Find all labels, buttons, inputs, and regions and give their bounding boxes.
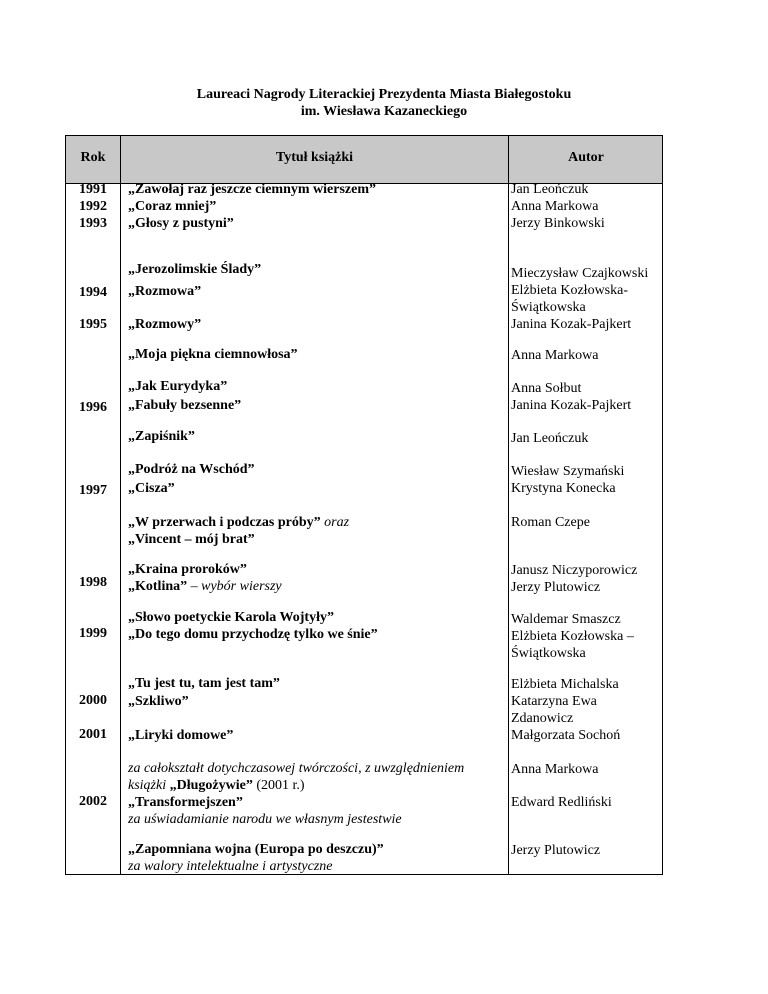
author-name: Katarzyna Ewa: [511, 694, 597, 709]
author-cell: [511, 611, 661, 662]
book-title-text: „Podróż na Wschód”: [128, 462, 255, 477]
year-cell: 1995: [79, 317, 107, 332]
author-name: Roman Czepe: [511, 515, 590, 530]
author-name: Elżbieta Kozłowska-: [511, 283, 629, 298]
laureates-table: [65, 135, 663, 875]
author-name: Elżbieta Kozłowska –: [511, 629, 634, 644]
book-title: [128, 283, 508, 300]
author-name: Jan Leończuk: [511, 431, 589, 446]
book-title-text: „Kotlina”: [128, 579, 188, 594]
book-title: [128, 794, 508, 828]
author-cell: [511, 562, 661, 596]
book-title-text: „Liryki domowe”: [128, 728, 234, 743]
book-title-text: „Zapiśnik”: [128, 429, 195, 444]
book-title: [128, 693, 508, 710]
book-title: [128, 675, 508, 692]
author-cell: [511, 514, 661, 531]
book-title-text: „Zawołaj raz jeszcze ciemnym wierszem”: [128, 182, 377, 197]
book-title: [128, 841, 508, 875]
author-name: Elżbieta Michalska: [511, 677, 619, 692]
book-note: za walory intelektualne i artystyczne: [128, 859, 333, 874]
author-name: Jan Leończuk: [511, 182, 589, 197]
author-name: Anna Markowa: [511, 199, 599, 214]
book-title: [128, 727, 508, 744]
author-name: Anna Markowa: [511, 348, 599, 363]
year-cell: 1992: [79, 199, 107, 214]
year-cell: 1994: [79, 285, 107, 300]
author-cell: [511, 676, 661, 744]
header-year: Rok: [80, 150, 106, 165]
author-name: Waldemar Smaszcz: [511, 612, 621, 627]
book-title: [128, 578, 508, 595]
book-title: [128, 215, 508, 232]
book-title: [128, 346, 508, 363]
author-name: Jerzy Binkowski: [511, 216, 605, 231]
author-cell: [511, 347, 661, 364]
year-cell: 1993: [79, 216, 107, 231]
book-title: [128, 461, 508, 478]
book-note: za całokształt dotychczasowej twórczości, z uwzględnieniem: [128, 761, 465, 776]
year-cell: 1998: [79, 575, 107, 590]
title-line-2: im. Wiesława Kazaneckiego: [300, 104, 468, 119]
book-title: [128, 397, 508, 414]
column-divider: [508, 136, 509, 874]
year-cell: 1997: [79, 483, 107, 498]
book-title: [128, 316, 508, 333]
book-title-text: „W przerwach i podczas próby”: [128, 515, 321, 530]
author-name: Anna Sołbut: [511, 381, 582, 396]
author-cell: [511, 265, 661, 333]
author-name: Małgorzata Sochoń: [511, 728, 621, 743]
book-title-text: „Moja piękna ciemnowłosa”: [128, 347, 298, 362]
book-title-text: „Głosy z pustyni”: [128, 216, 234, 231]
author-cell: [511, 430, 661, 447]
book-title: [128, 480, 508, 497]
year-cell: 1996: [79, 400, 107, 415]
book-title: [128, 609, 508, 626]
author-name: Janina Kozak-Pajkert: [511, 317, 632, 332]
author-name: Mieczysław Czajkowski: [511, 266, 649, 281]
author-name: Janusz Niczyporowicz: [511, 563, 638, 578]
author-name: Zdanowicz: [511, 711, 574, 726]
book-title-text: „Coraz mniej”: [128, 199, 217, 214]
author-name: Anna Markowa: [511, 762, 599, 777]
book-title-text: „Transformejszen”: [128, 795, 243, 810]
author-name: Jerzy Plutowicz: [511, 580, 601, 595]
book-note: oraz: [324, 515, 350, 530]
year-cell: 2002: [79, 794, 107, 809]
author-name: Świątkowska: [511, 646, 586, 661]
book-note: książki: [128, 778, 167, 793]
book-title: [128, 378, 508, 395]
book-title: [128, 760, 508, 794]
header-author: Autor: [568, 150, 604, 165]
book-title: [128, 198, 508, 215]
author-name: Edward Redliński: [511, 795, 612, 810]
book-title-text: „Zapomniana wojna (Europa po deszczu)”: [128, 842, 384, 857]
year-cell: 1991: [79, 182, 107, 197]
year-cell: 2001: [79, 727, 107, 742]
author-cell: [511, 761, 661, 778]
book-year-note: (2001 r.): [256, 778, 305, 793]
column-divider: [120, 136, 121, 874]
author-name: Wiesław Szymański: [511, 464, 625, 479]
year-cell: 1999: [79, 626, 107, 641]
book-title-text: „Rozmowa”: [128, 284, 202, 299]
author-cell: [511, 842, 661, 859]
book-title: [128, 181, 508, 198]
header-title: Tytuł książki: [275, 150, 354, 165]
book-note: za uświadamianie narodu we własnym jestestwie: [128, 812, 402, 827]
author-name: Jerzy Plutowicz: [511, 843, 601, 858]
book-title-text: „Vincent – mój brat”: [128, 532, 255, 547]
author-cell: [511, 181, 661, 232]
book-title: [128, 428, 508, 445]
book-title: [128, 514, 508, 548]
author-name: Krystyna Konecka: [511, 481, 616, 496]
book-title: [128, 261, 508, 278]
book-title-text: „Jak Eurydyka”: [128, 379, 228, 394]
author-cell: [511, 380, 661, 414]
book-note: – wybór wierszy: [190, 579, 282, 594]
author-cell: [511, 463, 661, 497]
book-title-text: „Kraina proroków”: [128, 562, 247, 577]
book-title-text: „Fabuły bezsenne”: [128, 398, 242, 413]
book-title-text: „Długożywie”: [169, 778, 253, 793]
author-name: Świątkowska: [511, 300, 586, 315]
page-title: [0, 86, 768, 120]
book-title-text: „Szkliwo”: [128, 694, 189, 709]
book-title-text: „Słowo poetyckie Karola Wojtyły”: [128, 610, 334, 625]
year-cell: 2000: [79, 693, 107, 708]
author-cell: [511, 794, 661, 811]
book-title: [128, 561, 508, 578]
title-line-1: Laureaci Nagrody Literackiej Prezydenta Miasta Białegostoku: [196, 87, 572, 102]
book-title-text: „Cisza”: [128, 481, 175, 496]
book-title-text: „Rozmowy”: [128, 317, 202, 332]
book-title-text: „Tu jest tu, tam jest tam”: [128, 676, 280, 691]
book-title-text: „Do tego domu przychodzę tylko we śnie”: [128, 627, 378, 642]
author-name: Janina Kozak-Pajkert: [511, 398, 632, 413]
book-title: [128, 626, 508, 643]
book-title-text: „Jerozolimskie Ślady”: [128, 262, 262, 277]
